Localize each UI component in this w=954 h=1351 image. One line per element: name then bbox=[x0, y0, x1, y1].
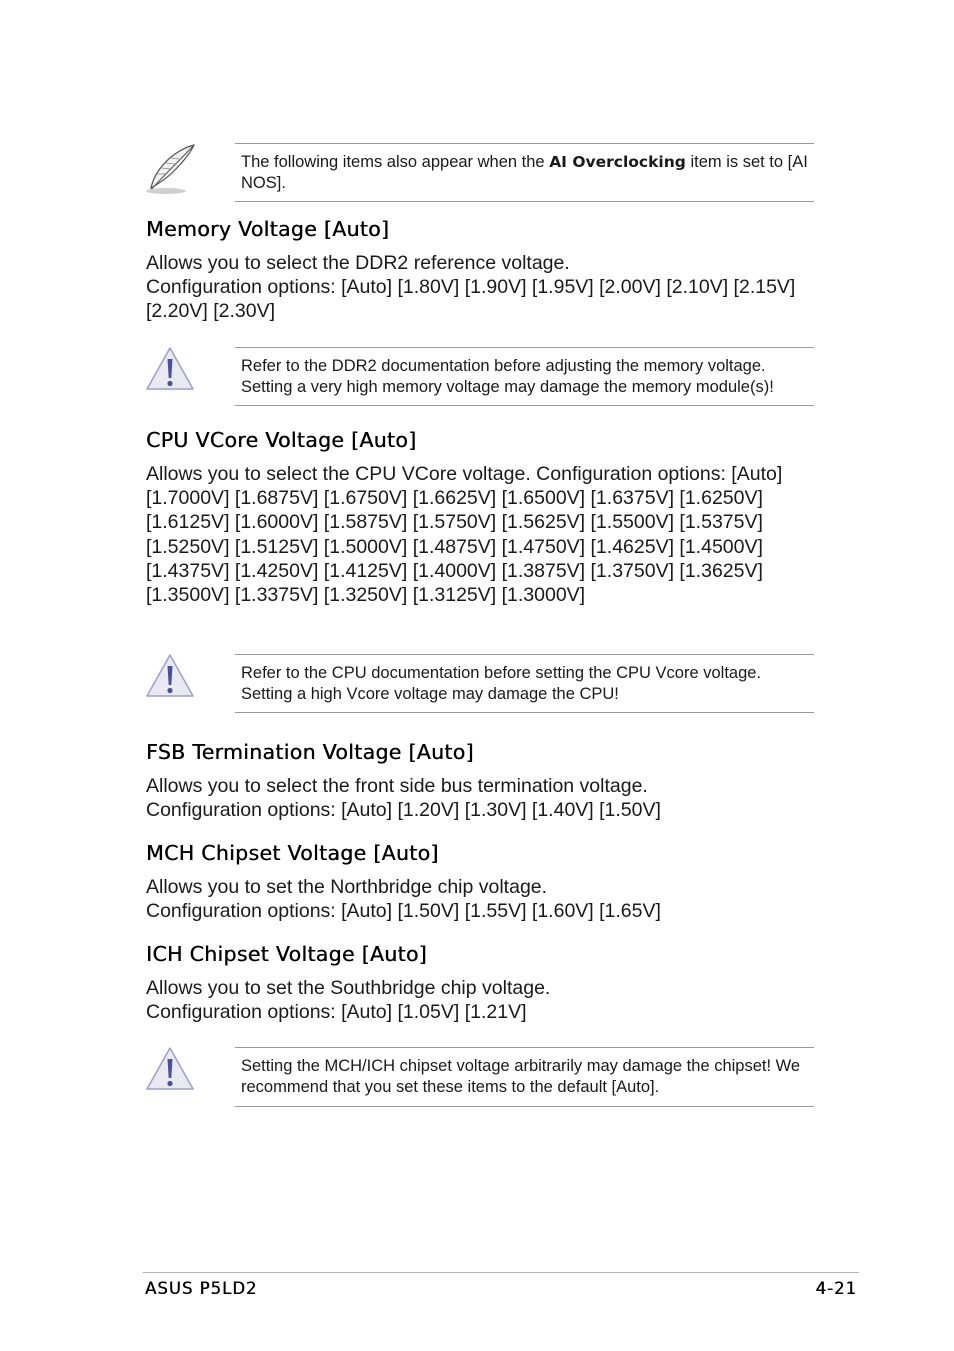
section-body-cpu-vcore-voltage: Allows you to select the CPU VCore voltage. Configuration options: [Auto] [1.7000V] [1.6875V] [1.6750V] [1.6625V] [1.6500V] [1.6375V] [1.6250V] [1.6125V] [1.6000V] [1.5875V] [1.5750V] [1.5625V] [1.5500V] [1.5375V] [1.5250V] [1.5125V] [1.5000V] [1.4875V] [1.4750V] [1.4625V] [1.4500V] [1.4375V] [1.4250V] [1.4125V] [1.4000V] [1.3875V] [1.3750V] [1.3625V] [1.3500V] [1.3375V] [1.3250V] [1.3125V] [1.3000V] bbox=[146, 463, 783, 607]
note-text-pre: The following items also appear when the bbox=[241, 153, 550, 171]
caution-text: Refer to the DDR2 documentation before adjusting the memory voltage. Setting a very high memory voltage may damage the memory module(s)! bbox=[241, 357, 774, 396]
feather-pen-icon bbox=[142, 142, 200, 201]
warning-triangle-icon bbox=[144, 652, 196, 705]
caution-box bbox=[235, 654, 814, 713]
caution-text: Refer to the CPU documentation before setting the CPU Vcore voltage. Setting a high Vcore voltage may damage the CPU! bbox=[241, 664, 762, 703]
note-text-bold: AI Overclocking bbox=[549, 153, 686, 171]
section-heading-fsb-termination-voltage: FSB Termination Voltage [Auto] bbox=[146, 740, 474, 764]
section-heading-memory-voltage: Memory Voltage [Auto] bbox=[146, 217, 390, 241]
note-box bbox=[235, 143, 814, 202]
section-body-mch-chipset-voltage: Allows you to set the Northbridge chip voltage. Configuration options: [Auto] [1.50V] [1.55V] [1.60V] [1.65V] bbox=[146, 876, 661, 923]
caution-text: Setting the MCH/ICH chipset voltage arbitrarily may damage the chipset! We recommend that you set these items to the default [Auto]. bbox=[241, 1057, 801, 1096]
section-body-ich-chipset-voltage: Allows you to set the Southbridge chip voltage. Configuration options: [Auto] [1.05V] [1.21V] bbox=[146, 977, 551, 1024]
section-heading-mch-chipset-voltage: MCH Chipset Voltage [Auto] bbox=[146, 841, 439, 865]
caution-box bbox=[235, 1047, 814, 1107]
section-heading-cpu-vcore-voltage: CPU VCore Voltage [Auto] bbox=[146, 428, 417, 452]
footer-product-name: ASUS P5LD2 bbox=[145, 1279, 258, 1298]
note-text-post: item is set to [AI NOS]. bbox=[241, 153, 808, 192]
warning-triangle-icon bbox=[144, 345, 196, 398]
section-heading-ich-chipset-voltage: ICH Chipset Voltage [Auto] bbox=[146, 942, 427, 966]
footer-page-number: 4-21 bbox=[815, 1279, 857, 1298]
section-body-fsb-termination-voltage: Allows you to select the front side bus termination voltage. Configuration options: [Auto] [1.20V] [1.30V] [1.40V] [1.50V] bbox=[146, 775, 661, 822]
footer-divider bbox=[143, 1272, 859, 1273]
section-body-memory-voltage: Allows you to select the DDR2 reference voltage. Configuration options: [Auto] [1.80V] [1.90V] [1.95V] [2.00V] [2.10V] [2.15V] [2.20V] [2.30V] bbox=[146, 252, 796, 323]
caution-box bbox=[235, 347, 814, 406]
warning-triangle-icon bbox=[144, 1045, 196, 1098]
